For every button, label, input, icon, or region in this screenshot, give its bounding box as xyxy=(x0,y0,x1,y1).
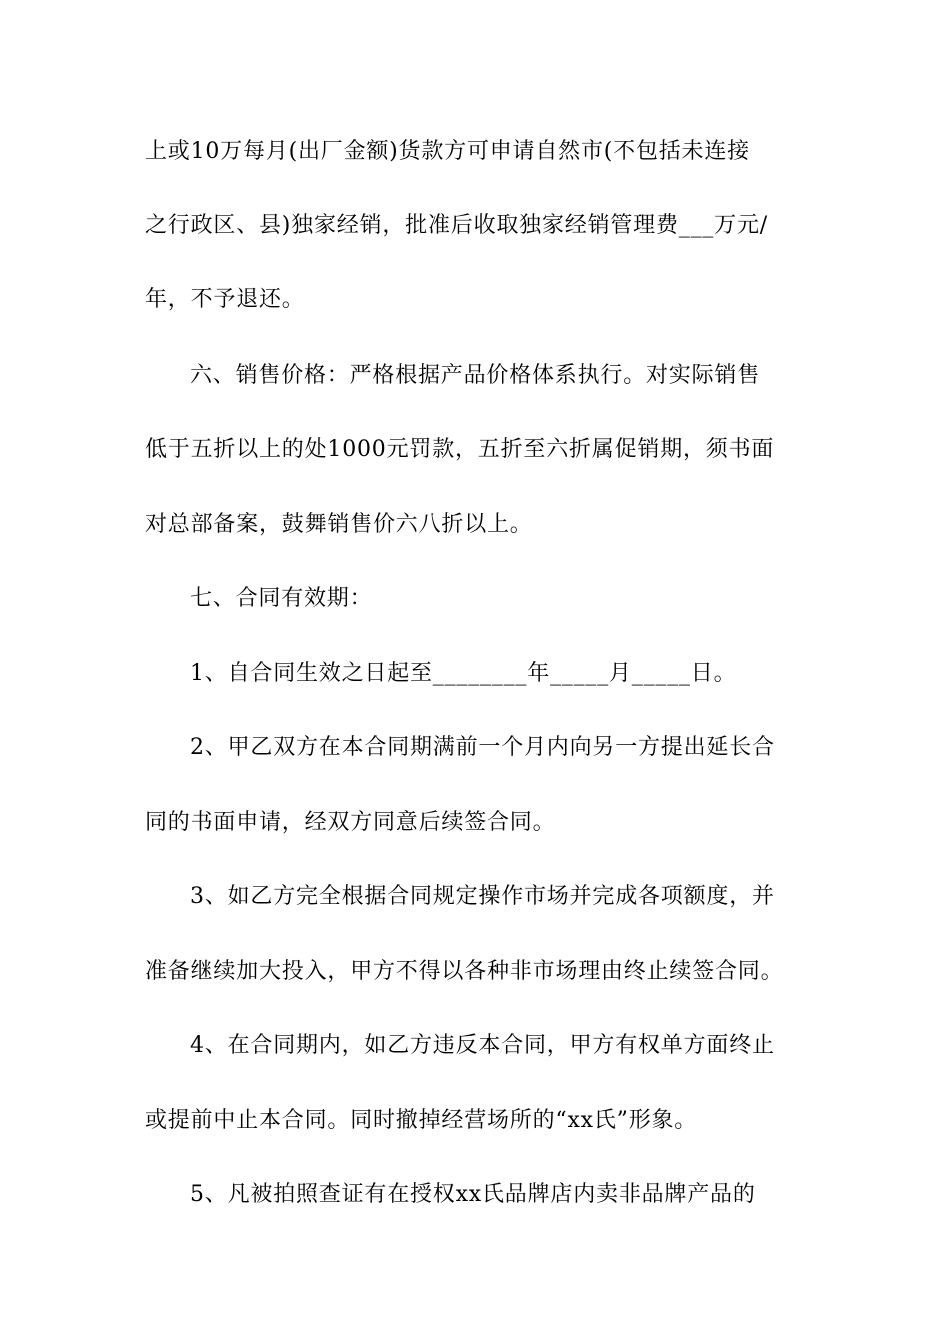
text-line-9: 2、甲乙双方在本合同期满前一个月内向另一方提出延长合 xyxy=(190,735,775,760)
text-line-12: 准备继续加大投入，甲方不得以各种非市场理由终止续签合同。 xyxy=(145,959,784,984)
text-line-5: 低于五折以上的处1000元罚款，五折至六折属促销期，须书面 xyxy=(145,437,775,462)
text-line-2: 之行政区、县)独家经销，批准后收取独家经销管理费___万元/ xyxy=(145,213,768,238)
text-line-15: 5、凡被拍照查证有在授权xx氏品牌店内卖非品牌产品的 xyxy=(190,1182,756,1207)
text-line-7: 七、合同有效期： xyxy=(190,586,373,611)
text-line-4: 六、销售价格：严格根据产品价格体系执行。对实际销售 xyxy=(190,363,761,388)
text-line-6: 对总部备案，鼓舞销售价六八折以上。 xyxy=(145,512,533,537)
text-line-3: 年，不予退还。 xyxy=(145,287,305,312)
text-line-1: 上或10万每月(出厂金额)货款方可申请自然市(不包括未连接 xyxy=(145,139,750,164)
text-line-13: 4、在合同期内，如乙方违反本合同，甲方有权单方面终止 xyxy=(190,1033,775,1058)
text-line-8: 1、自合同生效之日起至________年_____月_____日。 xyxy=(190,661,737,686)
text-line-11: 3、如乙方完全根据合同规定操作市场并完成各项额度，并 xyxy=(190,884,775,909)
text-line-14: 或提前中止本合同。同时撤掉经营场所的“xx氏”形象。 xyxy=(145,1108,698,1133)
text-line-10: 同的书面申请，经双方同意后续签合同。 xyxy=(145,810,556,835)
